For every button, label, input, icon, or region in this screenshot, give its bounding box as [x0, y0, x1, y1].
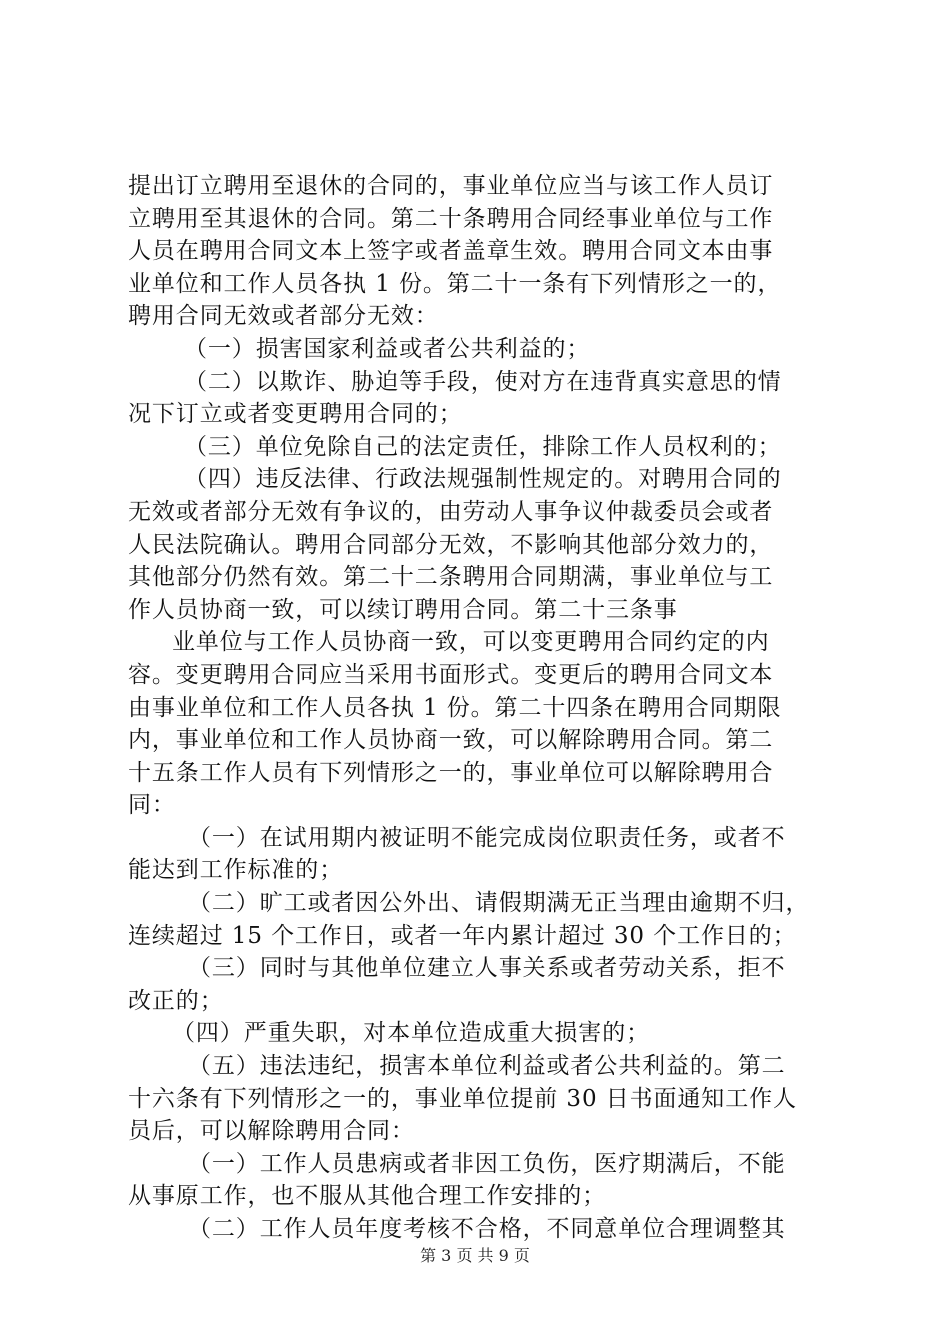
text-line: （二）以欺诈、胁迫等手段，使对方在违背真实意思的情	[184, 368, 782, 395]
text-line: 同：	[128, 792, 176, 819]
text-line: 能达到工作标准的；	[128, 857, 344, 884]
text-line: （一）工作人员患病或者非因工负伤，医疗期满后，不能	[188, 1150, 786, 1177]
text-line: 业单位与工作人员协商一致，可以变更聘用合同约定的内	[172, 629, 770, 656]
text-line: （一）在试用期内被证明不能完成岗位职责任务，或者不	[188, 824, 786, 851]
text-line: 十六条有下列情形之一的，事业单位提前 30 日书面通知工作人	[128, 1085, 797, 1112]
text-line: 立聘用至其退休的合同。第二十条聘用合同经事业单位与工作	[128, 205, 774, 232]
text-line: （五）违法违纪，损害本单位利益或者公共利益的。第二	[188, 1053, 786, 1080]
text-line: 内，事业单位和工作人员协商一致，可以解除聘用合同。第二	[128, 727, 774, 754]
text-line: 聘用合同无效或者部分无效：	[128, 303, 439, 330]
text-line: 其他部分仍然有效。第二十二条聘用合同期满，事业单位与工	[128, 564, 774, 591]
text-line: 提出订立聘用至退休的合同的，事业单位应当与该工作人员订	[128, 173, 774, 199]
text-line: 连续超过 15 个工作日，或者一年内累计超过 30 个工作日的；	[128, 922, 797, 949]
text-line: （二）旷工或者因公外出、请假期满无正当理由逾期不归，	[188, 890, 810, 917]
text-line: （三）单位免除自己的法定责任，排除工作人员权利的；	[184, 433, 782, 460]
text-line: （一）损害国家利益或者公共利益的；	[184, 335, 591, 362]
text-line: （三）同时与其他单位建立人事关系或者劳动关系，拒不	[188, 955, 786, 982]
text-line: 十五条工作人员有下列情形之一的，事业单位可以解除聘用合	[128, 759, 774, 786]
text-line: 员后，可以解除聘用合同：	[128, 1118, 415, 1145]
text-line: （二）工作人员年度考核不合格，不同意单位合理调整其	[188, 1216, 786, 1242]
text-line: 从事原工作，也不服从其他合理工作安排的；	[128, 1183, 606, 1210]
page-number: 第 3 页 共 9 页	[420, 1246, 530, 1265]
text-line: （四）严重失职，对本单位造成重大损害的；	[172, 1020, 650, 1047]
text-line: 人民法院确认。聘用合同部分无效，不影响其他部分效力的，	[128, 531, 774, 558]
text-line: 改正的；	[128, 987, 224, 1014]
page-footer	[0, 1246, 950, 1266]
text-line: 无效或者部分无效有争议的，由劳动人事争议仲裁委员会或者	[128, 498, 774, 525]
text-line: 人员在聘用合同文本上签字或者盖章生效。聘用合同文本由事	[128, 238, 774, 265]
text-line: 况下订立或者变更聘用合同的；	[128, 401, 463, 428]
text-line: 由事业单位和工作人员各执 1 份。第二十四条在聘用合同期限	[128, 694, 782, 721]
text-line: （四）违反法律、行政法规强制性规定的。对聘用合同的	[184, 466, 782, 493]
text-line: 容。变更聘用合同应当采用书面形式。变更后的聘用合同文本	[128, 661, 774, 688]
text-line: 作人员协商一致，可以续订聘用合同。第二十三条事	[128, 596, 678, 623]
document-body	[128, 170, 840, 1246]
text-line: 业单位和工作人员各执 1 份。第二十一条有下列情形之一的，	[128, 270, 782, 297]
